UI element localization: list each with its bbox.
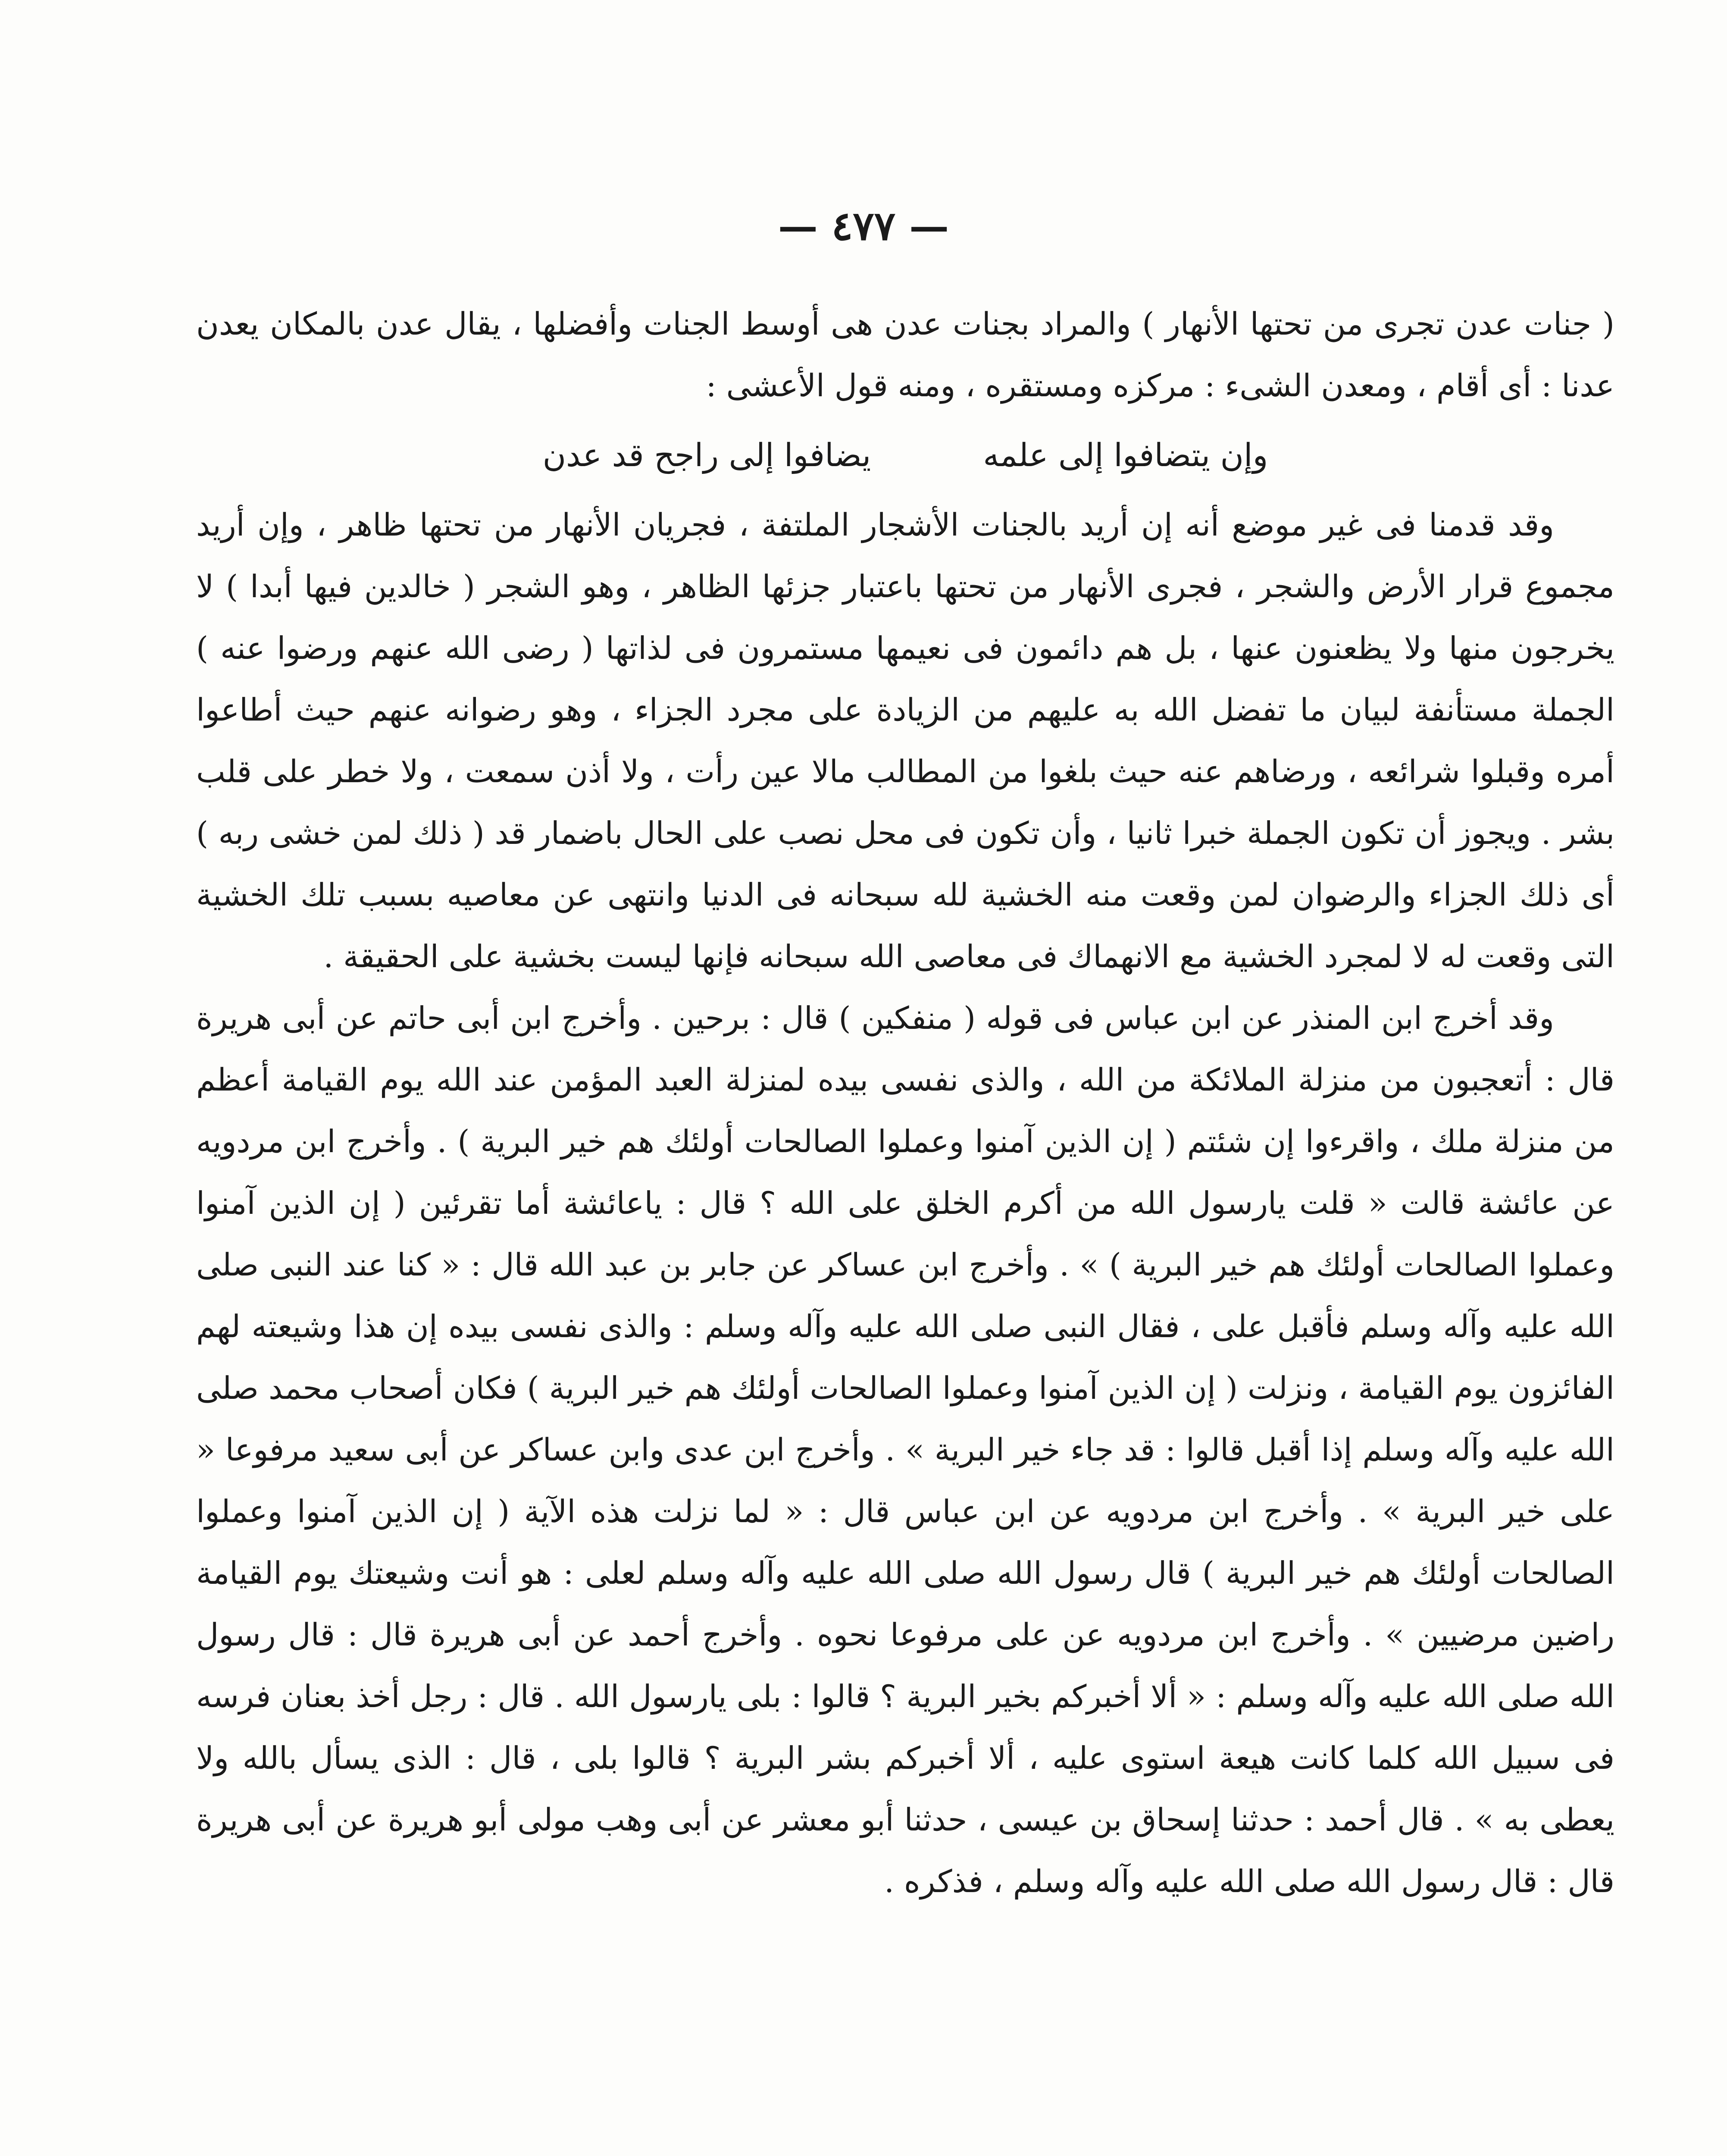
page-number: — ٤٧٧ —	[778, 203, 949, 249]
page-body	[196, 293, 1614, 1912]
poetry-verse	[196, 417, 1614, 494]
verse-second-hemistich: يضافوا إلى راجح قد عدن	[542, 437, 871, 474]
paragraph-3: وقد أخرج ابن المنذر عن ابن عباس فى قوله ( منفكين ) قال : برحين . وأخرج ابن أبى حاتم عن أبى هريرة قال : أتعجبون من منزلة الملائكة من الله ، والذى نفسى بيده لمنزلة العبد المؤمن عند الله يوم القيامة أعظم من منزلة ملك ، واقرءوا إن شئتم ( إن الذين آمنوا وعملوا الصالحات أولئك هم خير البرية ) . وأخرج ابن مردويه عن عائشة قالت « قلت يارسول الله من أكرم الخلق على الله ؟ قال : ياعائشة أما تقرئين ( إن الذين آمنوا وعملوا الصالحات أولئك هم خير البرية ) » . وأخرج ابن عساكر عن جابر بن عبد الله قال : « كنا عند النبى صلى الله عليه وآله وسلم فأقبل على ، فقال النبى صلى الله عليه وآله وسلم : والذى نفسى بيده إن هذا وشيعته لهم الفائزون يوم القيامة ، ونزلت ( إن الذين آمنوا وعملوا الصالحات أولئك هم خير البرية ) فكان أصحاب محمد صلى الله عليه وآله وسلم إذا أقبل قالوا : قد جاء خير البرية » . وأخرج ابن عدى وابن عساكر عن أبى سعيد مرفوعا « على خير البرية » . وأخرج ابن مردويه عن ابن عباس قال : « لما نزلت هذه الآية ( إن الذين آمنوا وعملوا الصالحات أولئك هم خير البرية ) قال رسول الله صلى الله عليه وآله وسلم لعلى : هو أنت وشيعتك يوم القيامة راضين مرضيين » . وأخرج ابن مردويه عن على مرفوعا نحوه . وأخرج أحمد عن أبى هريرة قال : قال رسول الله صلى الله عليه وآله وسلم : « ألا أخبركم بخير البرية ؟ قالوا : بلى يارسول الله . قال : رجل أخذ بعنان فرسه فى سبيل الله كلما كانت هيعة استوى عليه ، ألا أخبركم بشر البرية ؟ قالوا بلى ، قال : الذى يسأل بالله ولا يعطى به » . قال أحمد : حدثنا إسحاق بن عيسى ، حدثنا أبو معشر عن أبى وهب مولى أبو هريرة عن أبى هريرة قال : قال رسول الله صلى الله عليه وآله وسلم ، فذكره .	[196, 1000, 1615, 1899]
paragraph-1: ( جنات عدن تجرى من تحتها الأنهار ) والمراد بجنات عدن هى أوسط الجنات وأفضلها ، يقال عدن بالمكان يعدن عدنا : أى أقام ، ومعدن الشىء : مركزه ومستقره ، ومنه قول الأعشى :	[196, 306, 1614, 404]
verse-first-hemistich: وإن يتضافوا إلى علمه	[983, 437, 1268, 474]
paragraph-2: وقد قدمنا فى غير موضع أنه إن أريد بالجنات الأشجار الملتفة ، فجريان الأنهار من تحتها ظاهر ، وإن أريد مجموع قرار الأرض والشجر ، فجرى الأنهار من تحتها باعتبار جزئها الظاهر ، وهو الشجر ( خالدين فيها أبدا ) لا يخرجون منها ولا يظعنون عنها ، بل هم دائمون فى نعيمها مستمرون فى لذاتها ( رضى الله عنهم ورضوا عنه ) الجملة مستأنفة لبيان ما تفضل الله به عليهم من الزيادة على مجرد الجزاء ، وهو رضوانه عنهم حيث أطاعوا أمره وقبلوا شرائعه ، ورضاهم عنه حيث بلغوا من المطالب مالا عين رأت ، ولا أذن سمعت ، ولا خطر على قلب بشر . ويجوز أن تكون الجملة خبرا ثانيا ، وأن تكون فى محل نصب على الحال باضمار قد ( ذلك لمن خشى ربه ) أى ذلك الجزاء والرضوان لمن وقعت منه الخشية لله سبحانه فى الدنيا وانتهى عن معاصيه بسبب تلك الخشية التى وقعت له لا لمجرد الخشية مع الانهماك فى معاصى الله سبحانه فإنها ليست بخشية على الحقيقة .	[196, 507, 1615, 975]
